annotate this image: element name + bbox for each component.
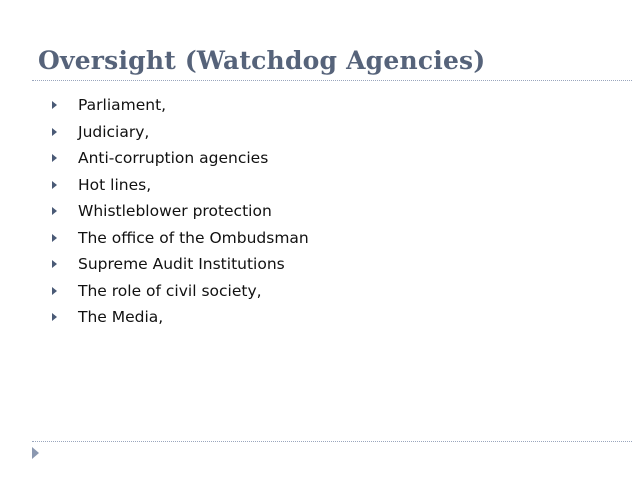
bullet-text: Supreme Audit Institutions [78, 255, 285, 274]
triangle-bullet-icon [52, 313, 57, 321]
slide-title: Oversight (Watchdog Agencies) [38, 46, 486, 75]
list-item [52, 278, 309, 305]
bullet-list [52, 92, 309, 331]
footer-divider [32, 441, 632, 442]
triangle-bullet-icon [52, 181, 57, 189]
list-item [52, 225, 309, 252]
list-item [52, 304, 309, 331]
bullet-text: The Media, [78, 308, 164, 327]
list-item [52, 145, 309, 172]
list-item [52, 172, 309, 199]
bullet-text: Whistleblower protection [78, 202, 272, 221]
bullet-text: The office of the Ombudsman [78, 228, 309, 247]
bullet-text: The role of civil society, [78, 281, 262, 300]
list-item [52, 92, 309, 119]
list-item [52, 251, 309, 278]
triangle-bullet-icon [52, 207, 57, 215]
bullet-text: Parliament, [78, 96, 167, 115]
triangle-arrow-icon [32, 447, 39, 459]
title-divider [32, 80, 632, 81]
triangle-bullet-icon [52, 154, 57, 162]
triangle-bullet-icon [52, 234, 57, 242]
triangle-bullet-icon [52, 260, 57, 268]
list-item [52, 119, 309, 146]
bullet-text: Hot lines, [78, 175, 152, 194]
triangle-bullet-icon [52, 287, 57, 295]
bullet-text: Judiciary, [78, 122, 150, 141]
triangle-bullet-icon [52, 101, 57, 109]
bullet-text: Anti-corruption agencies [78, 149, 269, 168]
list-item [52, 198, 309, 225]
triangle-bullet-icon [52, 128, 57, 136]
